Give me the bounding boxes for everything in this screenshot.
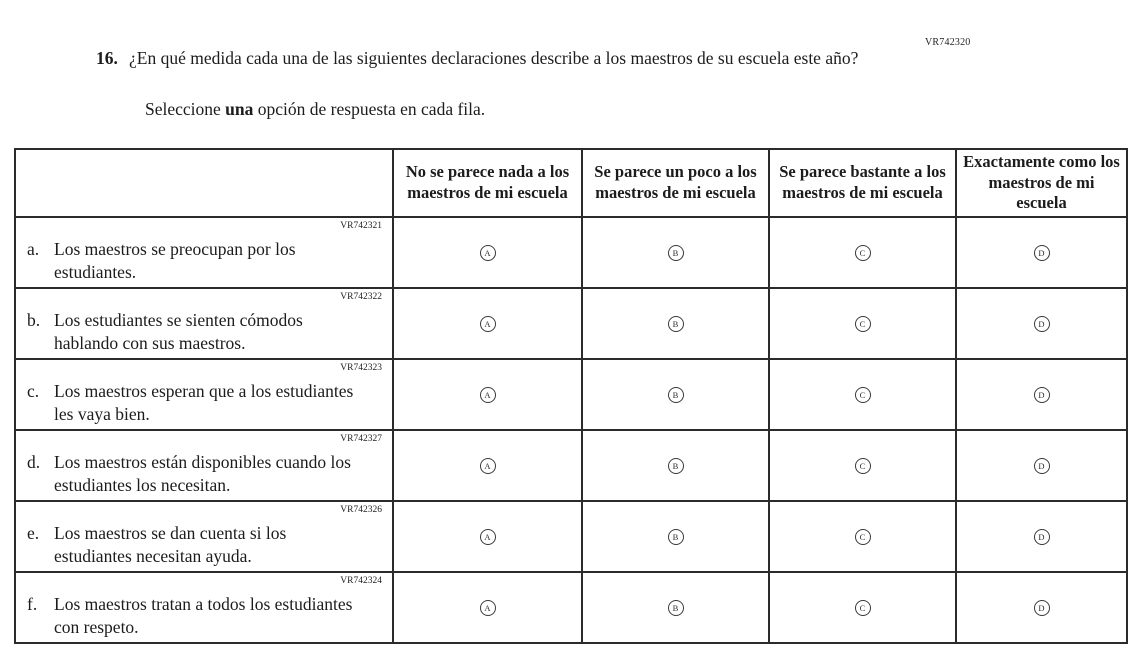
item-statement: Los maestros se preocupan por los estudiantes. (54, 238, 296, 282)
statement-column-header (15, 149, 393, 217)
option-bubble-c[interactable]: C (855, 458, 871, 474)
item-statement: Los maestros se dan cuenta si los estudiantes necesitan ayuda. (54, 522, 287, 566)
item-statement: Los estudiantes se sienten cómodos hablando con sus maestros. (54, 309, 303, 353)
question-text: ¿En qué medida cada una de las siguientes declaraciones describe a los maestros de su escuela este año? (129, 48, 859, 68)
statement-cell (15, 501, 393, 572)
option-cell-b (582, 572, 769, 643)
item-label: a. (27, 238, 40, 259)
option-bubble-b[interactable]: B (668, 245, 684, 261)
option-bubble-d[interactable]: D (1034, 245, 1050, 261)
option-cell-a (393, 430, 582, 501)
header-row (15, 149, 1127, 217)
statement-cell (15, 359, 393, 430)
option-bubble-b[interactable]: B (668, 458, 684, 474)
item-statement: Los maestros están disponibles cuando los estudiantes los necesitan. (54, 451, 351, 495)
item-code: VR742327 (340, 433, 382, 444)
option-cell-d (956, 430, 1127, 501)
item-label: d. (27, 451, 41, 472)
option-cell-d (956, 572, 1127, 643)
option-cell-c (769, 217, 956, 288)
option-bubble-c[interactable]: C (855, 600, 871, 616)
statement-cell (15, 572, 393, 643)
option-bubble-c[interactable]: C (855, 316, 871, 332)
option-bubble-a[interactable]: A (480, 387, 496, 403)
instruction-emphasis: una (225, 99, 254, 119)
item-code: VR742324 (340, 575, 382, 586)
table-row-e (15, 501, 1127, 572)
item-code: VR742323 (340, 362, 382, 373)
instruction-prefix: Seleccione (145, 99, 226, 119)
table-row-b (15, 288, 1127, 359)
column-header-un-poco: Se parece un poco a los maestros de mi escuela (582, 149, 769, 217)
table-row-c (15, 359, 1127, 430)
column-header-bastante: Se parece bastante a los maestros de mi escuela (769, 149, 956, 217)
option-cell-c (769, 359, 956, 430)
option-bubble-d[interactable]: D (1034, 529, 1050, 545)
option-bubble-d[interactable]: D (1034, 600, 1050, 616)
table-row-f (15, 572, 1127, 643)
item-label: e. (27, 522, 40, 543)
form-code: VR742320 (925, 37, 971, 48)
option-bubble-a[interactable]: A (480, 245, 496, 261)
item-code: VR742326 (340, 504, 382, 515)
item-statement: Los maestros esperan que a los estudiantes les vaya bien. (54, 380, 354, 424)
question-block (96, 46, 901, 71)
question-number: 16. (96, 48, 118, 68)
item-code: VR742322 (340, 291, 382, 302)
option-bubble-d[interactable]: D (1034, 458, 1050, 474)
option-cell-b (582, 501, 769, 572)
option-cell-a (393, 501, 582, 572)
statement (16, 375, 392, 426)
option-bubble-b[interactable]: B (668, 600, 684, 616)
statement-cell (15, 430, 393, 501)
option-cell-d (956, 501, 1127, 572)
option-bubble-d[interactable]: D (1034, 316, 1050, 332)
option-bubble-c[interactable]: C (855, 387, 871, 403)
option-cell-c (769, 288, 956, 359)
option-bubble-a[interactable]: A (480, 458, 496, 474)
option-bubble-b[interactable]: B (668, 529, 684, 545)
item-code: VR742321 (340, 220, 382, 231)
option-bubble-c[interactable]: C (855, 529, 871, 545)
statement (16, 446, 392, 497)
option-cell-d (956, 288, 1127, 359)
item-label: f. (27, 593, 38, 614)
option-cell-b (582, 359, 769, 430)
statement (16, 304, 392, 355)
column-header-exactamente: Exactamente como los maestros de mi escuela (956, 149, 1127, 217)
option-cell-a (393, 217, 582, 288)
table-row-d (15, 430, 1127, 501)
table-row-a (15, 217, 1127, 288)
statement-cell (15, 217, 393, 288)
option-cell-b (582, 430, 769, 501)
option-cell-c (769, 430, 956, 501)
option-bubble-a[interactable]: A (480, 600, 496, 616)
option-cell-a (393, 572, 582, 643)
response-matrix-table (14, 148, 1128, 644)
option-cell-a (393, 359, 582, 430)
option-bubble-a[interactable]: A (480, 529, 496, 545)
option-bubble-b[interactable]: B (668, 387, 684, 403)
option-cell-b (582, 217, 769, 288)
option-bubble-d[interactable]: D (1034, 387, 1050, 403)
option-cell-c (769, 572, 956, 643)
option-cell-d (956, 359, 1127, 430)
option-cell-c (769, 501, 956, 572)
option-bubble-b[interactable]: B (668, 316, 684, 332)
question-instruction (145, 97, 485, 121)
option-cell-b (582, 288, 769, 359)
statement (16, 233, 392, 284)
statement (16, 588, 392, 639)
item-label: c. (27, 380, 40, 401)
item-statement: Los maestros tratan a todos los estudiantes con respeto. (54, 593, 353, 637)
instruction-suffix: opción de respuesta en cada fila. (253, 99, 486, 119)
option-cell-d (956, 217, 1127, 288)
statement-cell (15, 288, 393, 359)
item-label: b. (27, 309, 41, 330)
option-cell-a (393, 288, 582, 359)
column-header-nada: No se parece nada a los maestros de mi escuela (393, 149, 582, 217)
option-bubble-c[interactable]: C (855, 245, 871, 261)
option-bubble-a[interactable]: A (480, 316, 496, 332)
statement (16, 517, 392, 568)
